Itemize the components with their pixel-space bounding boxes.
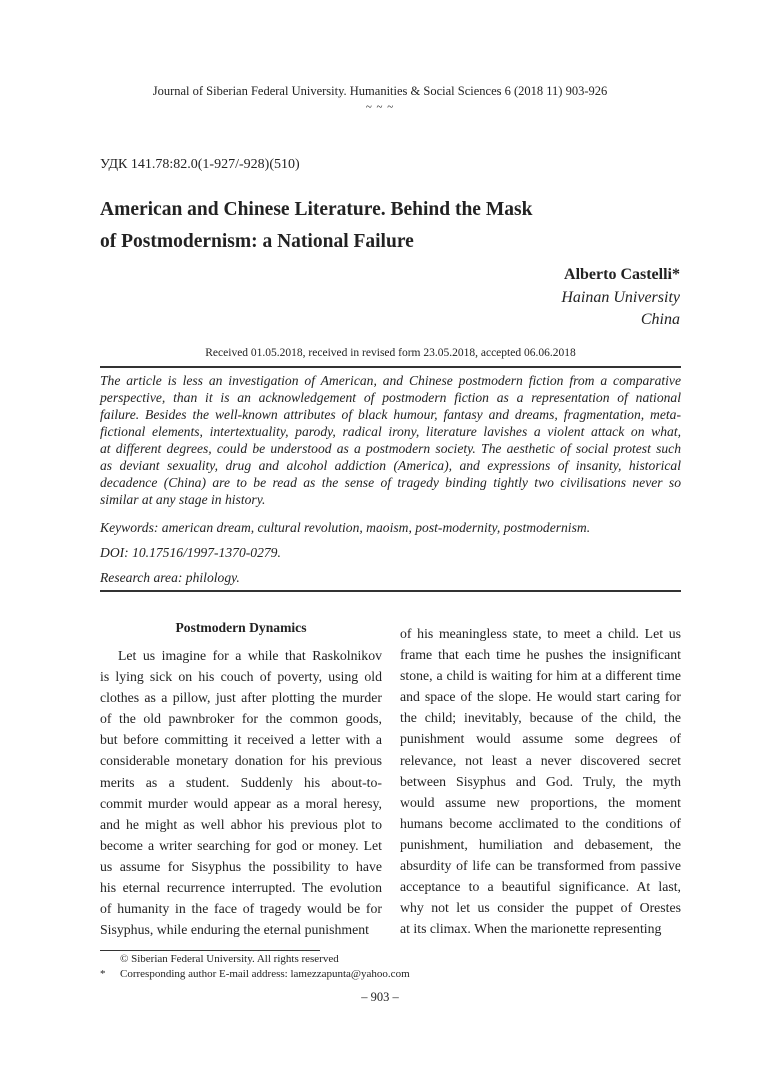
research-area: Research area: philology. [100, 570, 240, 585]
page-title [100, 194, 532, 258]
doi: DOI: 10.17516/1997-1370-0279. [100, 545, 281, 560]
text-line: and he might as well abhor his previous plot to [100, 816, 382, 832]
divider [100, 590, 681, 592]
text-line: decadence (China) are to be read as the sense of tragedy binding tightly two civilisations never so [100, 475, 681, 490]
text-line: become a writer searching for god or money. Let [100, 837, 382, 853]
footnote-marker: * [100, 968, 106, 980]
title-line: of Postmodernism: a National Failure [100, 231, 414, 252]
text-line: commit murder would appear as a moral heresy, [100, 795, 382, 811]
divider [100, 366, 681, 368]
text-line: why not let us consider the puppet of Orestes [400, 900, 681, 916]
text-line: punishment, humiliation and debasement, the [400, 836, 681, 852]
text-line: absurdity of life can be transformed from passive [400, 858, 681, 874]
text-line: frame that each time he pushes the insignificant [400, 647, 681, 663]
udk-code: УДК 141.78:82.0(1-927/-928)(510) [100, 157, 300, 172]
section-heading: Postmodern Dynamics [175, 620, 307, 635]
left-column [100, 645, 382, 940]
text-line: the child; inevitably, because of the child, the [400, 710, 681, 726]
text-line: stone, a child is waiting for him at a different time [400, 668, 681, 684]
received-dates: Received 01.05.2018, received in revised form 23.05.2018, accepted 06.06.2018 [205, 347, 576, 359]
corresponding-author-note: Corresponding author E-mail address: lamezzapunta@yahoo.com [120, 968, 410, 980]
text-line: of humanity in the face of tragedy would be for [100, 901, 382, 917]
text-line: perspective, than it is an acknowledgement of postmodern fiction as a representation of national [100, 390, 681, 405]
text-line: between Sisyphus and God. Truly, the myth [400, 773, 681, 789]
text-line: us assume for Sisyphus the possibility to have [100, 858, 382, 874]
text-line: Let us imagine for a while that Raskolnikov [118, 648, 382, 663]
author-name: Alberto Castelli* [564, 266, 680, 283]
text-line: his eternal recurrence interrupted. The evolution [100, 880, 382, 896]
copyright-note: © Siberian Federal University. All rights reserved [120, 953, 339, 965]
header-ornament: ~ ~ ~ [365, 101, 395, 113]
text-line: considerable monetary donation for his previous [100, 753, 382, 769]
text-line: at its climax. When the marionette representing [400, 921, 662, 937]
page-number: – 903 – [361, 990, 399, 1004]
text-line: punishment would assume some degrees of [400, 731, 681, 747]
author-block [561, 264, 680, 332]
footnote-divider [100, 950, 320, 951]
journal-header: Journal of Siberian Federal University. Humanities & Social Sciences 6 (2018 11) 903-926 [152, 84, 608, 98]
text-line: clothes as a pillow, just after plotting the murder [100, 690, 382, 706]
text-line: as deviant sexuality, drug and alcohol addiction (America), and expressions of insanity, historical [100, 458, 681, 473]
right-column [400, 623, 681, 939]
text-line: merits as a student. Suddenly his about-to- [100, 774, 382, 790]
author-country: China [640, 311, 680, 328]
title-line: American and Chinese Literature. Behind the Mask [100, 199, 533, 220]
keywords: Keywords: american dream, cultural revolution, maoism, post-modernity, postmodernism. [100, 520, 591, 535]
text-line: The article is less an investigation of American, and Chinese postmodern fiction from a comparative [100, 373, 681, 388]
text-line: similar at any stage in history. [100, 492, 266, 507]
text-line: Sisyphus, while enduring the eternal punishment [100, 922, 369, 938]
text-line: at different degrees, could be understood as a postmodern society. The aesthetic of social protest such [100, 441, 681, 456]
text-line: and space of the slope. He would start caring for [400, 689, 681, 705]
text-line: is lying sick on his couch of poverty, using old [100, 669, 382, 685]
text-line: acceptance to a beautiful significance. At last, [400, 879, 681, 895]
abstract [100, 372, 681, 508]
author-affiliation: Hainan University [561, 288, 680, 306]
text-line: but before committing it received a letter with a [100, 732, 382, 748]
text-line: relevance, not least a never discovered secret [400, 752, 681, 768]
text-line: of the old pawnbroker for the common goods, [100, 711, 382, 727]
text-line: failure. Besides the well-known attributes of black humour, fantasy and dreams, fragmentation, meta- [100, 407, 681, 422]
footnotes [100, 952, 410, 982]
text-line: fictional elements, intertextuality, parody, radical irony, literature lavishes a violent attack on what, [100, 424, 681, 439]
text-line: would assume new proportions, the moment [400, 794, 681, 810]
text-line: humans become acclimated to the conditions of [400, 815, 681, 831]
metadata [100, 515, 590, 590]
text-line: of his meaningless state, to meet a child. Let us [400, 626, 681, 641]
